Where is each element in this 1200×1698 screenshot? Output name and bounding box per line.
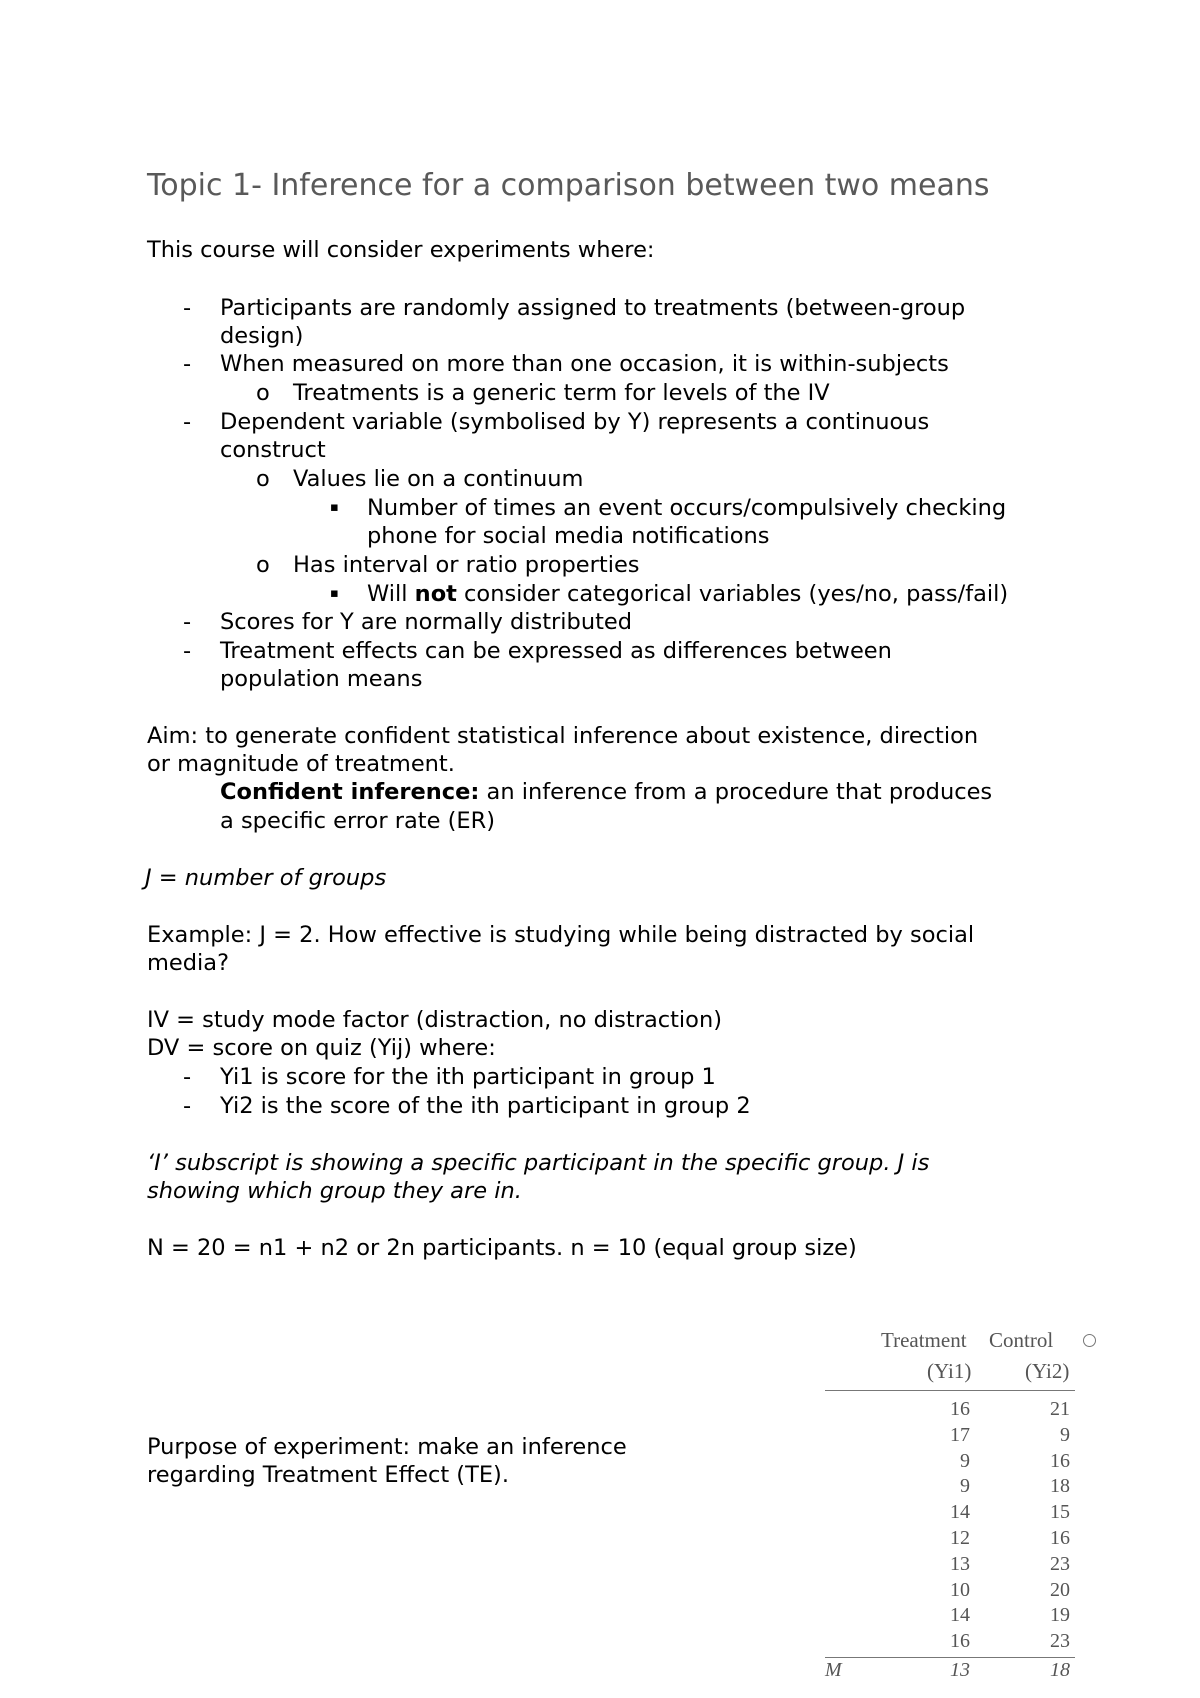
bullet-normal-distribution: Scores for Y are normally distributed [220, 609, 633, 635]
header-treatment: Treatment [881, 1328, 967, 1352]
dash-marker: - [183, 295, 192, 321]
text-run: Will [367, 581, 415, 607]
treatment-score-cell: 16 [950, 1630, 970, 1653]
treatment-score-cell: 17 [950, 1423, 970, 1446]
header-control: Control [989, 1328, 1054, 1352]
iv-definition: IV = study mode factor (distraction, no distraction) [147, 1007, 722, 1033]
dash-marker: - [183, 409, 192, 435]
control-score-cell: 21 [1050, 1398, 1070, 1420]
bullet-random-assign-l2: design) [220, 323, 304, 349]
subheader-yi1: (Yi1) [927, 1359, 972, 1383]
bold-term: Confident inference: [220, 779, 480, 805]
bullet-dependent-variable-l2: construct [220, 437, 326, 463]
dash-marker: - [183, 638, 192, 664]
dash-marker: - [183, 1093, 192, 1119]
sub-bullet-interval-ratio: Has interval or ratio properties [293, 552, 640, 578]
control-score-cell: 16 [1050, 1449, 1070, 1472]
control-score-cell: 15 [1050, 1501, 1070, 1524]
bullet-random-assign-l1: Participants are randomly assigned to treatments (between-group [220, 295, 966, 321]
mean-control: 18 [1050, 1659, 1070, 1681]
header-rule [825, 1390, 1075, 1391]
sample-size-line: N = 20 = n1 + n2 or 2n participants. n = 10 (equal group size) [147, 1235, 857, 1261]
treatment-score-cell: 14 [950, 1604, 970, 1627]
treatment-score-cell: 10 [950, 1578, 970, 1601]
sub-bullet-treatments: Treatments is a generic term for levels of the IV [293, 380, 830, 406]
treatment-score-cell: 13 [950, 1552, 970, 1575]
text-run: consider categorical variables (yes/no, pass/fail) [456, 581, 1009, 607]
dash-marker: - [183, 351, 192, 377]
control-score-cell: 23 [1050, 1630, 1070, 1653]
circle-marker: o [256, 380, 270, 406]
purpose-text-l2: regarding Treatment Effect (TE). [147, 1462, 509, 1488]
square-marker: ▪ [330, 586, 339, 601]
circle-icon [1083, 1334, 1096, 1347]
mean-rule [825, 1657, 1075, 1658]
control-score-cell: 18 [1050, 1475, 1070, 1498]
dash-marker: - [183, 1064, 192, 1090]
control-score-cell: 19 [1050, 1604, 1070, 1627]
bold-run: not [414, 581, 457, 607]
treatment-score-cell: 14 [950, 1501, 970, 1524]
control-score-cell: 20 [1050, 1578, 1070, 1601]
page-title: Topic 1- Inference for a comparison between two means [147, 168, 990, 203]
control-score-cell: 23 [1050, 1552, 1070, 1575]
sq-bullet-event-count-l2: phone for social media notifications [367, 523, 770, 549]
subscript-note-l1: ‘I’ subscript is showing a specific participant in the specific group. J is [147, 1150, 930, 1176]
j-definition: J = number of groups [145, 865, 387, 891]
subheader-yi2: (Yi2) [1025, 1359, 1070, 1383]
treatment-score-cell: 16 [950, 1398, 970, 1420]
treatment-score-cell: 9 [960, 1475, 970, 1498]
bullet-treatment-effects-l2: population means [220, 666, 423, 692]
text-run: an inference from a procedure that produces [479, 779, 993, 805]
bullet-treatment-effects-l1: Treatment effects can be expressed as differences between [220, 638, 892, 664]
sq-bullet-event-count-l1: Number of times an event occurs/compulsively checking [367, 495, 1007, 521]
circle-marker: o [256, 466, 270, 492]
intro-text: This course will consider experiments where: [147, 237, 655, 263]
treatment-score-cell: 9 [960, 1449, 970, 1472]
aim-text-l1: Aim: to generate confident statistical inference about existence, direction [147, 723, 979, 749]
example-text-l2: media? [147, 950, 230, 976]
aim-text-l2: or magnitude of treatment. [147, 751, 455, 777]
confident-inference-def-l2: a specific error rate (ER) [220, 808, 495, 834]
purpose-text-l1: Purpose of experiment: make an inference [147, 1434, 627, 1460]
example-text-l1: Example: J = 2. How effective is studying while being distracted by social [147, 922, 975, 948]
mean-label: M [825, 1659, 842, 1681]
bullet-within-subjects: When measured on more than one occasion, it is within-subjects [220, 351, 949, 377]
control-score-cell: 16 [1050, 1527, 1070, 1549]
sub-bullet-continuum: Values lie on a continuum [293, 466, 584, 492]
confident-inference-def-l1 [220, 778, 992, 806]
sq-bullet-categorical [367, 580, 1008, 608]
dv-bullet-yi1: Yi1 is score for the ith participant in group 1 [220, 1064, 716, 1090]
subscript-note-l2: showing which group they are in. [147, 1178, 522, 1204]
mean-treatment: 13 [950, 1659, 970, 1681]
square-marker: ▪ [330, 500, 339, 515]
dv-bullet-yi2: Yi2 is the score of the ith participant in group 2 [220, 1093, 751, 1119]
bullet-dependent-variable-l1: Dependent variable (symbolised by Y) represents a continuous [220, 409, 930, 435]
dv-definition: DV = score on quiz (Yij) where: [147, 1035, 496, 1061]
dash-marker: - [183, 609, 192, 635]
control-score-cell: 9 [1060, 1423, 1070, 1446]
circle-marker: o [256, 552, 270, 578]
treatment-score-cell: 12 [950, 1527, 970, 1549]
